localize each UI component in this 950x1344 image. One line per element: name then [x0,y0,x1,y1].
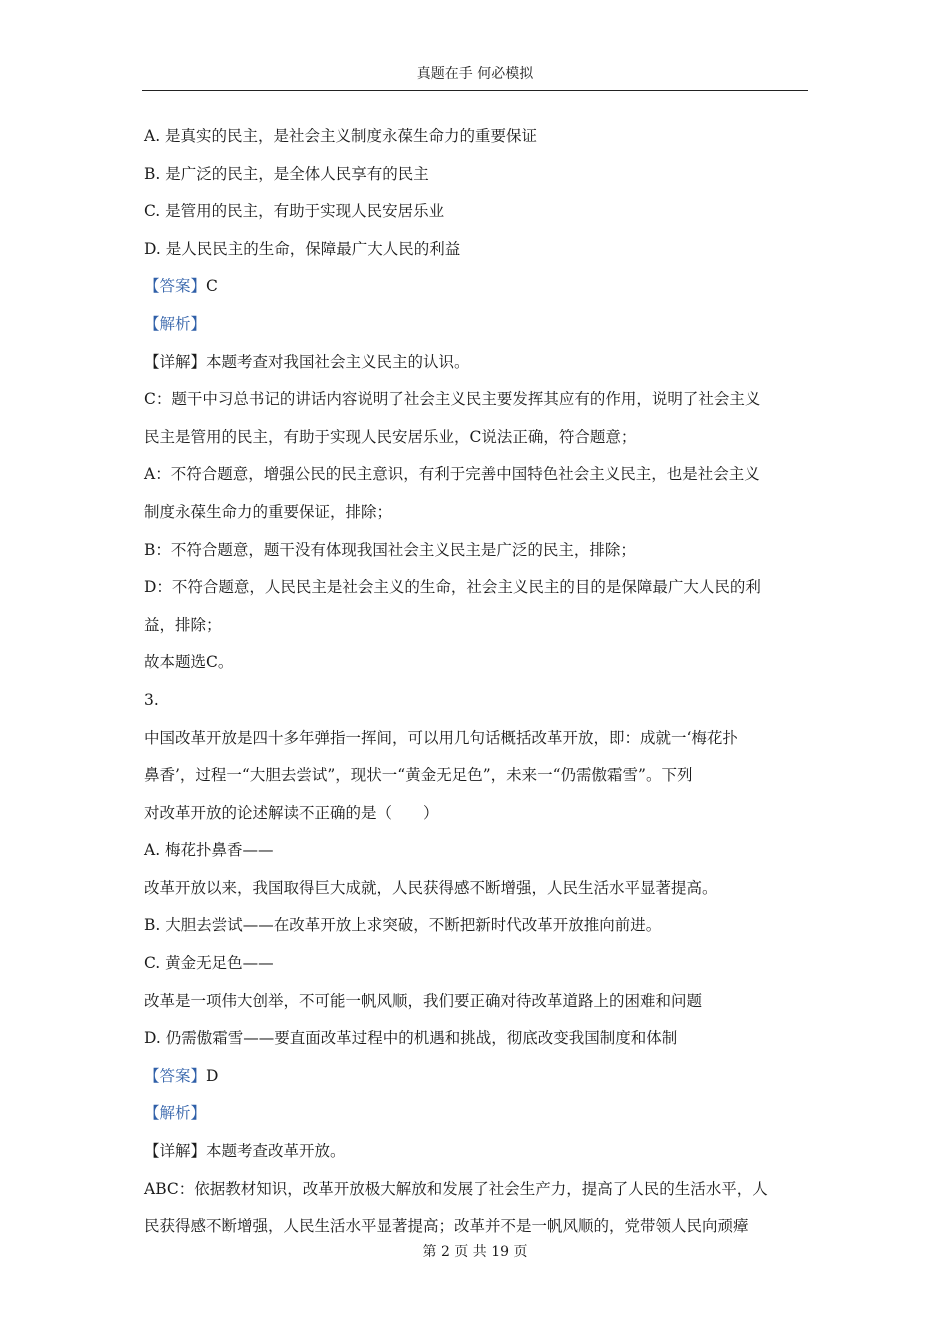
q3-analysis [144,1095,808,1133]
q3-option-b: B. 大胆去尝试——在改革开放上求突破，不断把新时代改革开放推向前进。 [144,916,662,935]
q2-conclusion: 故本题选C。 [144,653,234,672]
q2-d-line1: D：不符合题意，人民民主是社会主义的生命，社会主义民主的目的是保障最广大人民的利 [144,578,761,597]
q2-answer-tag: 【答案】 [144,277,207,296]
page-footer [0,1240,950,1264]
document-body [144,118,808,1246]
q3-stem-line1: 中国改革开放是四十多年弹指一挥间，可以用几句话概括改革开放，即：成就一‘梅花扑 [144,728,738,747]
page-number: 第 2 页 共 19 页 [422,1244,528,1260]
q3-answer-tag: 【答案】 [144,1066,207,1085]
q3-analysis-tag: 【解析】 [144,1104,207,1123]
q2-d-line2: 益，排除； [144,615,222,634]
q3-option-a-body: 改革开放以来，我国取得巨大成就，人民获得感不断增强，人民生活水平显著提高。 [144,878,718,897]
q3-number: 3. [144,690,159,709]
q3-abc-line2: 民获得感不断增强，人民生活水平显著提高；改革并不是一帆风顺的，党带领人民向顽瘴 [144,1217,749,1236]
q3-detail: 【详解】本题考查改革开放。 [144,1142,346,1161]
q3-stem-line3: 对改革开放的论述解读不正确的是（ ） [144,803,439,822]
page-header [142,62,808,91]
q3-abc-line1: ABC：依据教材知识，改革开放极大解放和发展了社会生产力，提高了人民的生活水平，人 [144,1179,768,1198]
q2-option-b: B. 是广泛的民主，是全体人民享有的民主 [144,164,429,183]
header-title: 真题在手 何必模拟 [416,66,534,82]
q2-a-line1: A：不符合题意，增强公民的民主意识，有利于完善中国特色社会主义民主，也是社会主义 [144,465,760,484]
q3-option-d: D. 仍需傲霜雪——要直面改革过程中的机遇和挑战，彻底改变我国制度和体制 [144,1029,678,1048]
q2-analysis-tag: 【解析】 [144,314,207,333]
q2-b-line: B：不符合题意，题干没有体现我国社会主义民主是广泛的民主，排除； [144,540,636,559]
q2-option-d: D. 是人民民主的生命，保障最广大人民的利益 [144,239,461,258]
q2-c-line1: C：题干中习总书记的讲话内容说明了社会主义民主要发挥其应有的作用，说明了社会主义 [144,390,761,409]
q2-c-line2: 民主是管用的民主，有助于实现人民安居乐业，C说法正确，符合题意； [144,427,637,446]
q3-stem-line2: 鼻香’，过程一“大胆去尝试”，现状一“黄金无足色”，未来一“仍需傲霜雪”。下列 [144,766,693,785]
q3-option-c-title: C. 黄金无足色—— [144,954,274,973]
q3-answer-value: D [206,1066,219,1085]
q2-answer [144,268,808,306]
q3-answer [144,1058,808,1096]
q2-answer-value: C [206,277,218,296]
q2-detail: 【详解】本题考查对我国社会主义民主的认识。 [144,352,470,371]
q2-analysis [144,306,808,344]
q2-a-line2: 制度永葆生命力的重要保证，排除； [144,502,393,521]
q2-option-a: A. 是真实的民主，是社会主义制度永葆生命力的重要保证 [144,127,538,145]
q3-option-a-title: A. 梅花扑鼻香—— [144,841,274,860]
q2-option-c: C. 是管用的民主，有助于实现人民安居乐业 [144,202,445,221]
q3-option-c-body: 改革是一项伟大创举，不可能一帆风顺，我们要正确对待改革道路上的困难和问题 [144,991,703,1010]
